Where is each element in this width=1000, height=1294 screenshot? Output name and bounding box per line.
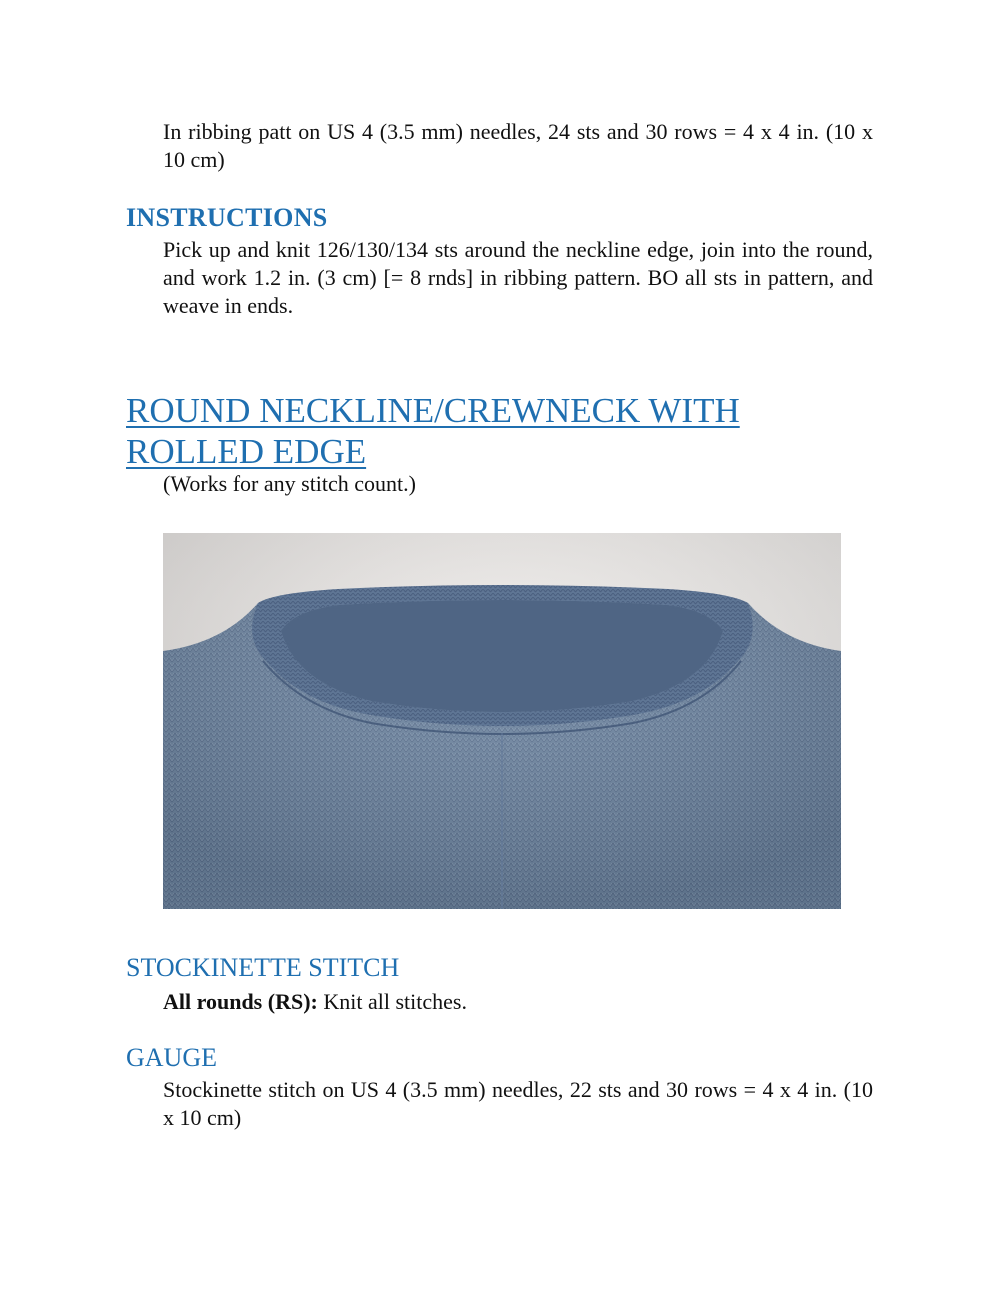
stockinette-label: All rounds (RS): bbox=[163, 989, 318, 1014]
stockinette-heading: STOCKINETTE STITCH bbox=[126, 953, 400, 982]
knit-sweater-rolled-neckline-photo bbox=[163, 533, 841, 909]
rolled-edge-note: (Works for any stitch count.) bbox=[163, 471, 416, 496]
instructions-text: Pick up and knit 126/130/134 sts around the neckline edge, join into the round, and work 1.2 in. (3 cm) [= 8 rnds] in ribbing pattern. BO all sts in pattern, and weave in ends. bbox=[163, 237, 873, 318]
gauge-text: Stockinette stitch on US 4 (3.5 mm) needles, 22 sts and 30 rows = 4 x 4 in. (10 x 10 cm) bbox=[163, 1077, 873, 1130]
ribbing-gauge-text: In ribbing patt on US 4 (3.5 mm) needles, 24 sts and 30 rows = 4 x 4 in. (10 x 10 cm) bbox=[163, 119, 873, 172]
gauge-heading: GAUGE bbox=[126, 1043, 217, 1072]
rolled-edge-heading: ROUND NECKLINE/CREWNECK WITH ROLLED EDGE bbox=[126, 391, 740, 471]
stockinette-text bbox=[163, 988, 873, 1016]
stockinette-instruction: Knit all stitches. bbox=[317, 989, 467, 1014]
instructions-heading: INSTRUCTIONS bbox=[126, 203, 328, 232]
